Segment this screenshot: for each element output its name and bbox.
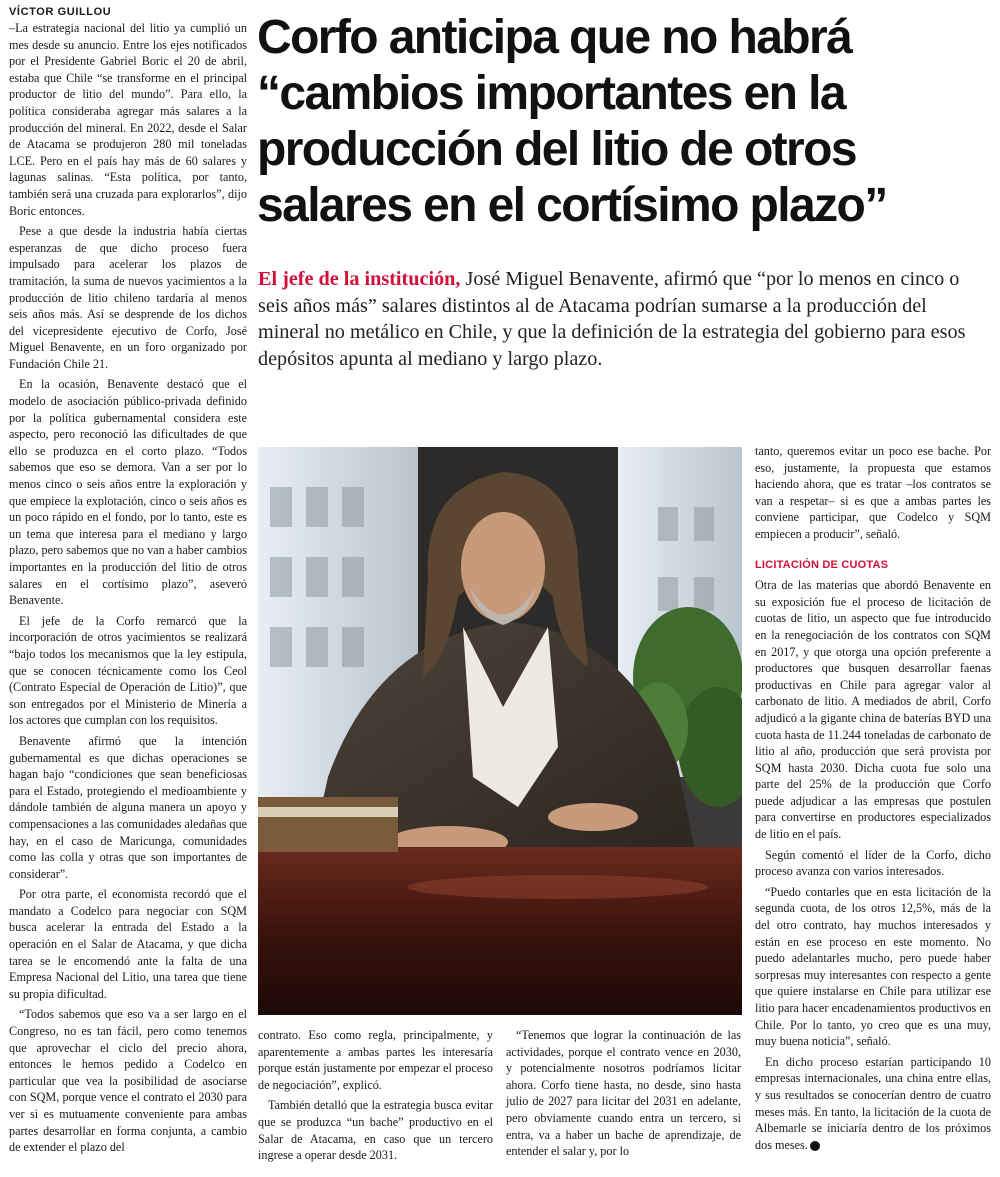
paragraph: En la ocasión, Benavente destacó que el modelo de asociación público-privada definido por la política gubernamental considera este aspecto, pero reconoció las dificultades de que ello se produzca en el corto plazo. “Todos sabemos que eso se demora. Van a ser por lo menos cinco o seis años entre la exploración y que empiece la explotación, cinco o seis años es un poco rápido en el fondo, por lo tanto, este es un tema que interesa para el mediano y largo plazo, pero sabemos que no van a haber cambios importantes en la producción del litio de otros salares en el cortísimo plazo”, aseveró Benavente.: [9, 377, 247, 608]
end-of-article-icon: P: [810, 1141, 820, 1151]
article-column-right: [755, 443, 991, 1157]
paragraph: El jefe de la Corfo remarcó que la incorporación de otros yacimientos se realizará “bajo todos los mecanismos que la ley estipula, que se conocen técnicamente como los Ceol (Contrato Especial de Operación de Litio)”, que son entregados por el Ministerio de Minería a los actores que cumplan con los requisitos.: [9, 613, 247, 728]
portrait-photo: [258, 447, 742, 1015]
paragraph: También detalló que la estrategia busca evitar que se produzca “un bache” productivo en el Salar de Atacama, en caso que un tercero ingrese a operar desde 2031.: [258, 1098, 493, 1163]
deck-lead: El jefe de la institución,: [258, 268, 461, 290]
paragraph: “Puedo contarles que en esta licitación de la segunda cuota, de los otros 12,5%, más de la del otro contrato, hay muchos interesados y están en ese proceso en este momento. No puedo adelantarles mucho, pero puede haber sorpresas muy interesantes con respecto a gente que quiere instalarse en Chile para utilizar ese litio para hacer encadenamientos productivos en Chile. Por lo tanto, yo creo que es una muy, muy buena noticia”, señaló.: [755, 884, 991, 1049]
byline: VÍCTOR GUILLOU: [9, 6, 112, 18]
photo-illustration: [258, 447, 742, 1015]
paragraph-text: En dicho proceso estarían participando 10 empresas internacionales, una china entre ellas, y sus resultados se conocerían dentro de cuatro meses más. En tanto, la licitación de la cuota de Albemarle se iniciaría dentro de los próximos dos meses.: [755, 1054, 991, 1152]
paragraph: Benavente afirmó que la intención gubernamental es que dichas operaciones se hagan bajo “condiciones que sean beneficiosas para el Estado, protegiendo el medioambiente y dándole también de alguna manera un apoyo y compensaciones a las comunidades aledañas que hay, en el caso de Maricunga, comunidades como las colla y otras que son importantes de considerar”.: [9, 733, 247, 881]
paragraph: Según comentó el líder de la Corfo, dicho proceso avanza con varios interesados.: [755, 847, 991, 879]
paragraph: –La estrategia nacional del litio ya cumplió un mes desde su anuncio. Entre los ejes notificados por el Presidente Gabriel Boric el 20 de abril, estaba que Chile “se transforme en el principal productor de litio del mundo”. Para ello, la política consideraba agregar más salares a la producción del mineral. En 2022, desde el Salar de Atacama se produjeron 280 mil toneladas LCE. Pero en el país hay más de 60 salares y lagunas salinas. “Esta política, por tanto, también será una cruzada para explorarlos”, dijo Boric entonces.: [9, 21, 247, 218]
paragraph: “Todos sabemos que eso va a ser largo en el Congreso, no es tan fácil, pero como tenemos que aprovechar el ciclo del precio ahora, entonces le hemos pedido a Codelco en particular que vea la posibilidad de asociarse con SQM, porque vence el contrato el 2030 para ver si es mutuamente conveniente para ambas partes desarrollar en forma conjunta, a cambio de extender el plazo del: [9, 1007, 247, 1155]
article-column-left: [9, 20, 247, 1160]
article-column-bottom-1: [258, 1027, 493, 1168]
headline: Corfo anticipa que no habrá “cambios importantes en la producción del litio de otros salares en el cortísimo plazo”: [257, 11, 887, 232]
paragraph: contrato. Eso como regla, principalmente, y aparentemente a ambas partes les interesaría porque están justamente por empezar el proceso de negociación”, explicó.: [258, 1028, 493, 1092]
paragraph: Otra de las materias que abordó Benavente en su exposición fue el proceso de licitación de cuotas de litio, un aspecto que fue introducido en la renegociación de los contratos con SQM en 2017, y que otorga una opción preferente a productores que busquen desarrollar faenas productivas en Chile para agregar valor al carbonato de litio. A mediados de abril, Corfo adjudicó a la gigante china de baterías BYD una cuota hasta de 11.244 toneladas de carbonato de litio al año, producción que será provista por SQM hasta 2030. Dicha cuota fue solo una parte del 25% de la producción que Corfo puede adjudicar a las empresas que postulen para convertirse en productores especializados de litio en el país.: [755, 578, 991, 842]
paragraph: “Tenemos que lograr la continuación de las actividades, porque el contrato vence en 2030, y potencialmente nosotros podríamos licitar ahora. Corfo tiene hasta, no desde, sino hasta julio de 2027 para licitar del 2031 en adelante, pero obviamente cuando entra un tercero, si entra, va a haber un bache de aprendizaje, de entender el salar y, por lo: [506, 1028, 741, 1159]
paragraph: Por otra parte, el economista recordó que el mandato a Codelco para negociar con SQM busca acelerar la entrada del Estado a la operación en el Salar de Atacama, y que dicha tarea se le encomendó ante la falta de una Empresa Nacional del Litio, una tarea que tiene su propia dificultad.: [9, 887, 247, 1001]
deck: [258, 266, 983, 372]
article-column-bottom-2: [506, 1027, 741, 1164]
paragraph: [755, 1054, 991, 1154]
paragraph: tanto, queremos evitar un poco ese bache. Por eso, justamente, la propuesta que estamos haciendo ahora, que es tratar –los contratos se van a respetar– si es que a ambas partes les conviene participar, que Codelco y SQM empiecen a producir”, señaló.: [755, 444, 991, 541]
deck-text: José Miguel Benavente, afirmó que “por lo menos en cinco o seis años más” salares distintos al de Atacama podrían sumarse a la producción del mineral no metálico en Chile, y que la definición de la estrategia del gobierno para esos depósitos apunta al mediano y largo plazo.: [258, 268, 966, 370]
paragraph: Pese a que desde la industria había ciertas esperanzas de que dicho proceso fuera impulsado para acelerar los plazos de tramitación, la suma de nuevos yacimientos a la producción de litio chileno tardaría al menos seis años más. Así se desprende de los dichos del vicepresidente ejecutivo de Corfo, José Miguel Benavente, en un foro organizado por Fundación Chile 21.: [9, 224, 247, 371]
section-subhead: LICITACIÓN DE CUOTAS: [755, 558, 889, 571]
